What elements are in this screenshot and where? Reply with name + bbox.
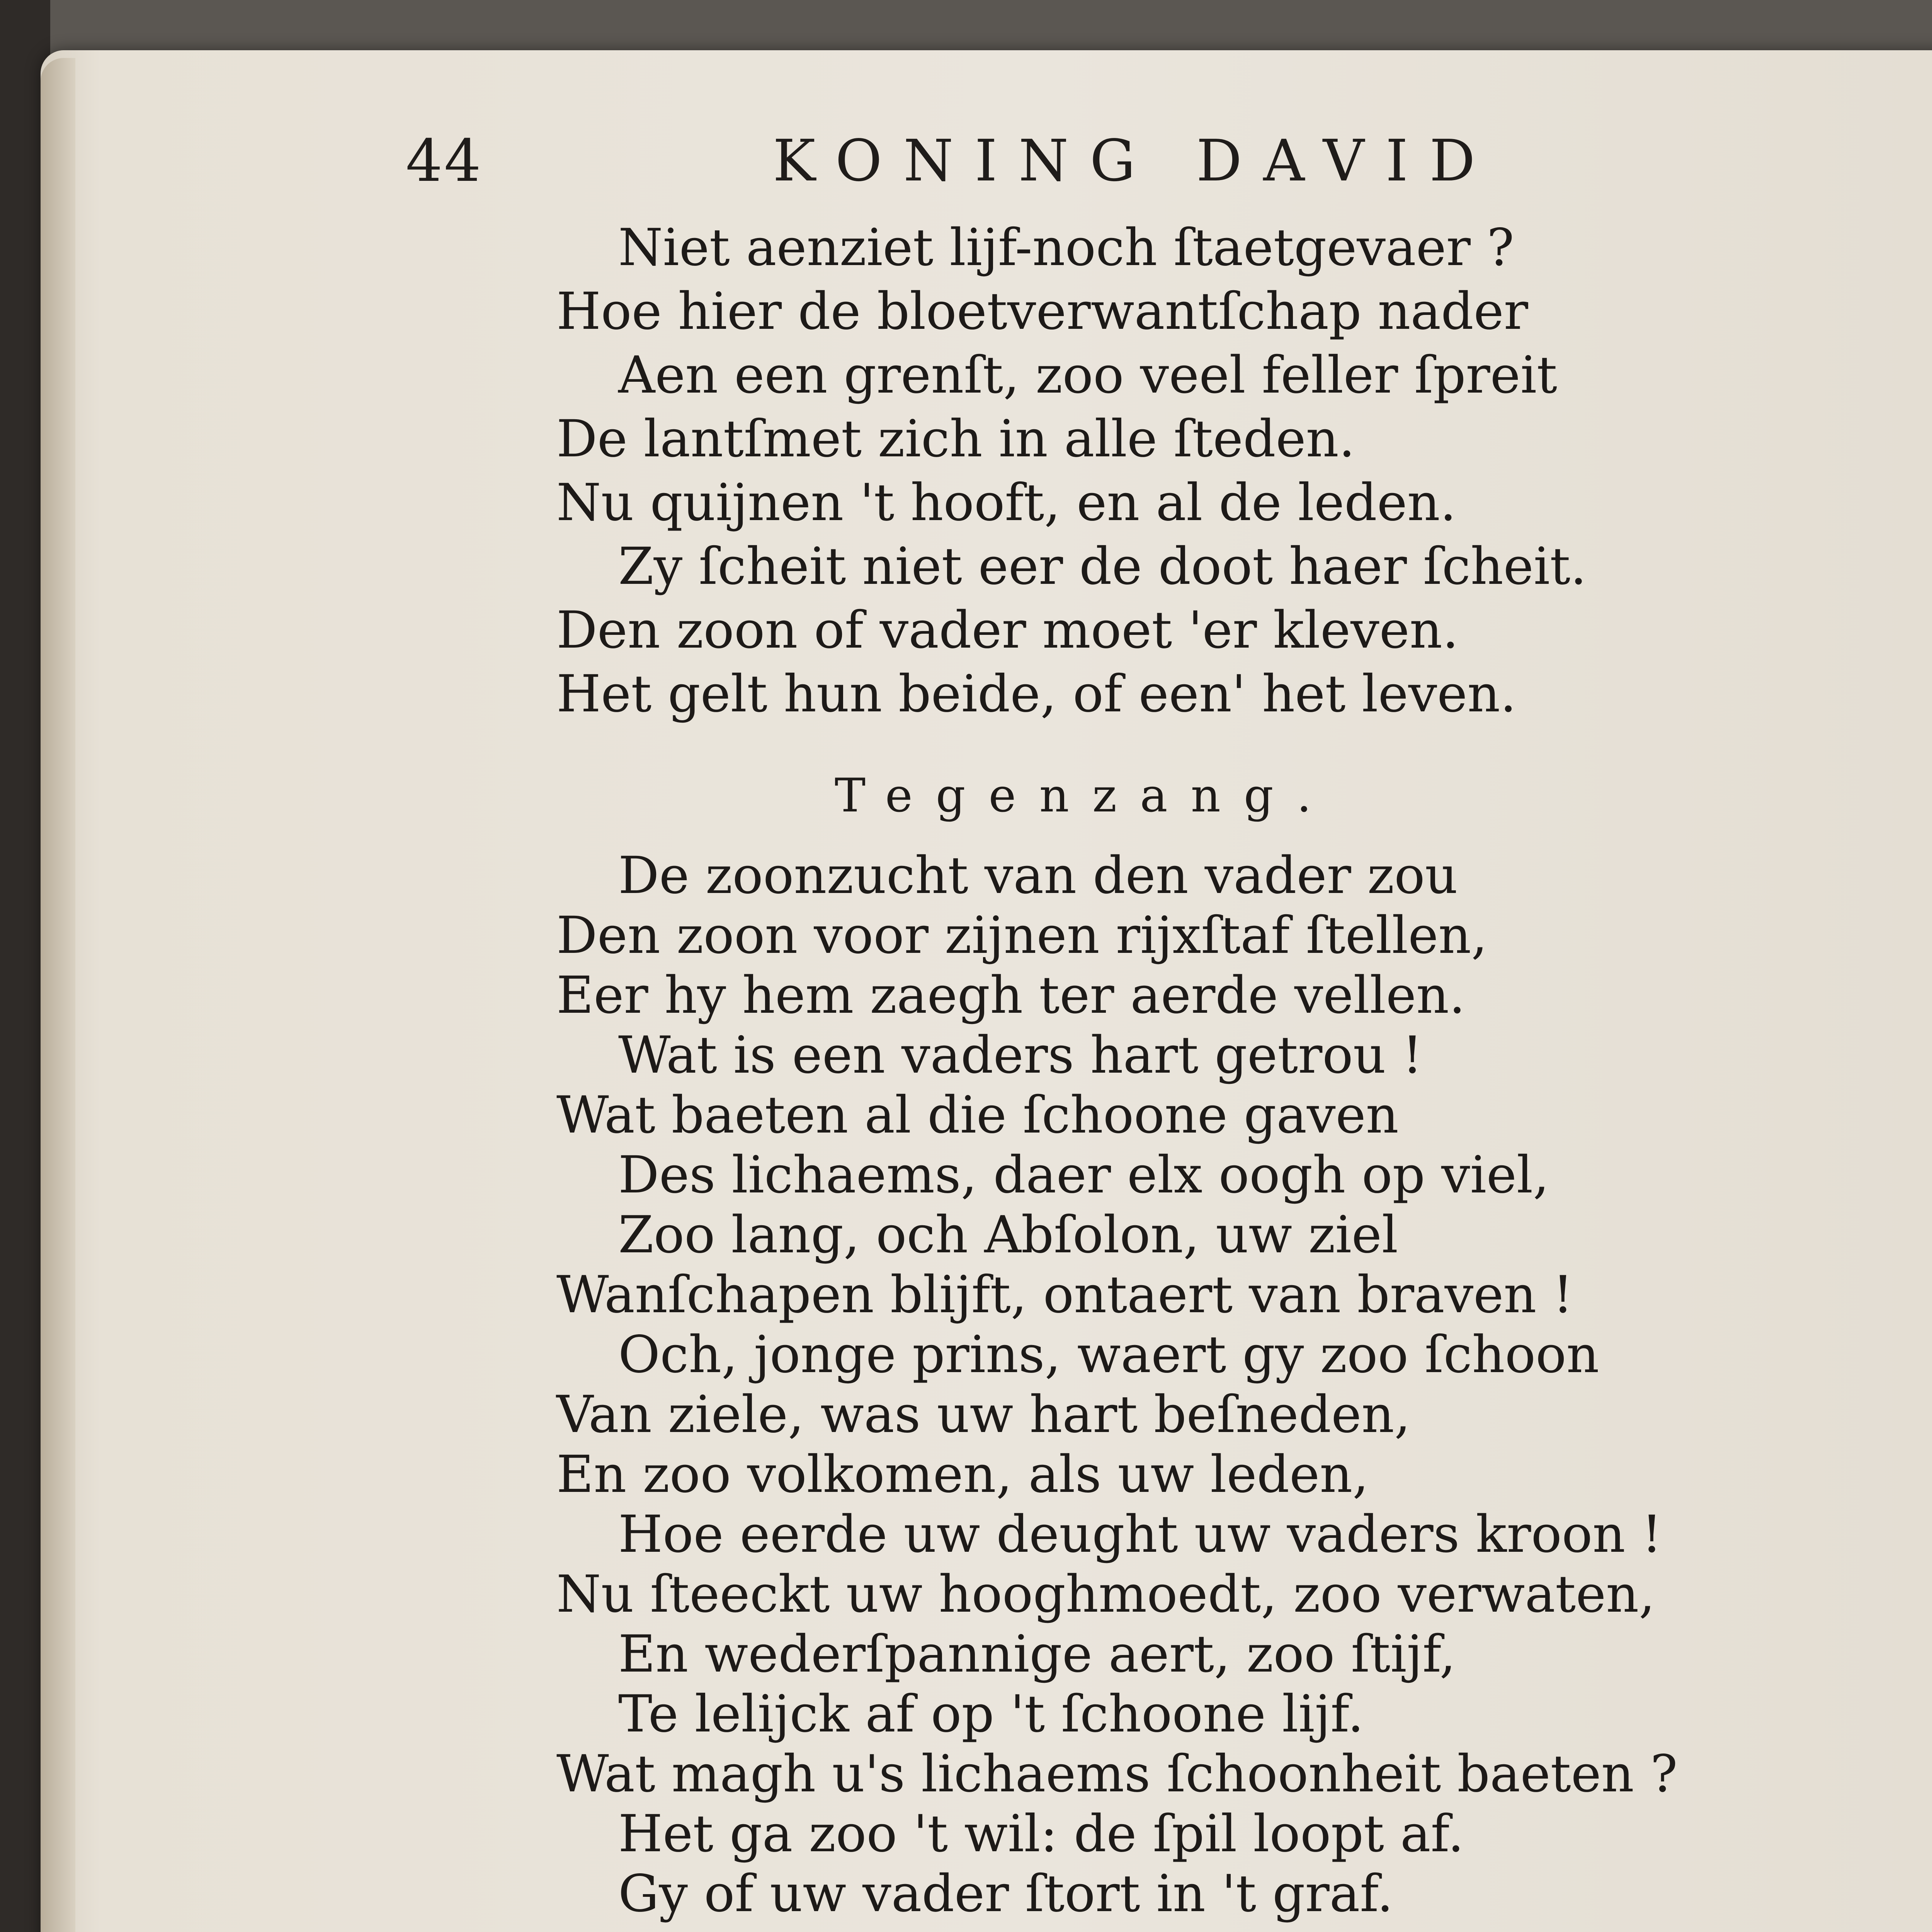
tegenzang-line: Den zoon voor zijnen rijxſtaf ſtellen, <box>556 906 1488 965</box>
tegenzang-line: Te lelijck af op 't ſchoone lijf. <box>618 1684 1364 1744</box>
tegenzang-line: Van ziele, was uw hart beſneden, <box>556 1385 1411 1444</box>
page-edge <box>41 58 75 1932</box>
tegenzang-line: Hoe eerde uw deught uw vaders kroon ! <box>618 1505 1662 1564</box>
poem-line: Het gelt hun beide, of een' het leven. <box>556 664 1517 724</box>
section-heading: Tegenzang. <box>835 769 1335 823</box>
tegenzang-line: De zoonzucht van den vader zou <box>618 846 1458 905</box>
poem-line: Aen een grenſt, zoo veel feller ſpreit <box>618 345 1558 405</box>
poem-line: De lantſmet zich in alle ſteden. <box>556 409 1355 469</box>
tegenzang-line: Wanſchapen blijft, ontaert van braven ! <box>556 1265 1573 1325</box>
tegenzang-line: Eer hy hem zaegh ter aerde vellen. <box>556 966 1466 1025</box>
poem-line: Niet aenziet lijf-noch ſtaetgevaer ? <box>618 218 1514 277</box>
tegenzang-line: En wederſpannige aert, zoo ſtijf, <box>618 1624 1456 1684</box>
poem-line: Zy ſcheit niet eer de doot haer ſcheit. <box>618 537 1587 596</box>
tegenzang-line: Wat is een vaders hart getrou ! <box>618 1026 1423 1085</box>
poem-line: Hoe hier de bloetverwantſchap nader <box>556 282 1528 341</box>
tegenzang-line: Het ga zoo 't wil: de ſpil loopt af. <box>618 1804 1464 1864</box>
poem-line: Nu quijnen 't hooft, en al de leden. <box>556 473 1456 532</box>
tegenzang-line: En zoo volkomen, als uw leden, <box>556 1445 1369 1504</box>
tegenzang-line: Wat magh u's lichaems ſchoonheit baeten ? <box>556 1744 1678 1804</box>
tegenzang-line: Och, jonge prins, waert gy zoo ſchoon <box>618 1325 1599 1384</box>
tegenzang-line: Wat baeten al die ſchoone gaven <box>556 1085 1399 1145</box>
tegenzang-line: Nu ſteeckt uw hooghmoedt, zoo verwaten, <box>556 1565 1655 1624</box>
tegenzang-line: Des lichaems, daer elx oogh op viel, <box>618 1145 1549 1205</box>
tegenzang-line: Zoo lang, och Abſolon, uw ziel <box>618 1205 1398 1265</box>
page-number: 44 <box>406 128 483 195</box>
running-head: KONING DAVID <box>773 128 1497 194</box>
poem-line: Den zoon of vader moet 'er kleven. <box>556 600 1459 660</box>
tegenzang-line: Gy of uw vader ſtort in 't graf. <box>618 1864 1393 1923</box>
